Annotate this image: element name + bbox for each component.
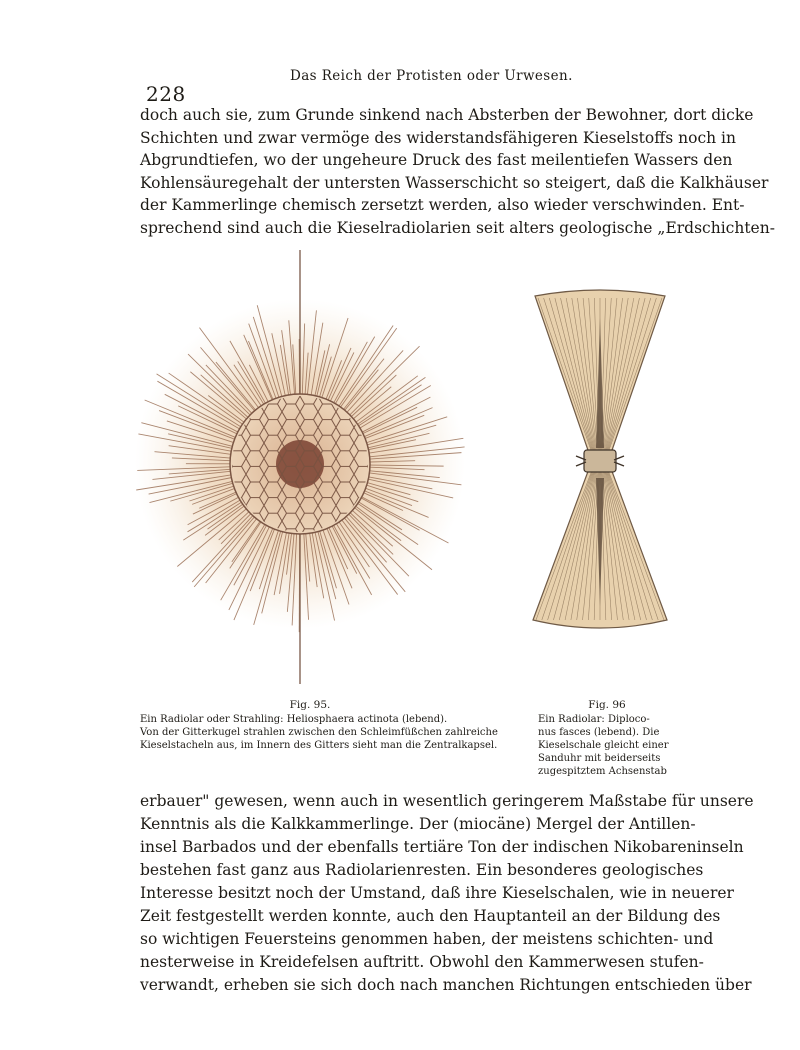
figure-96-caption (538, 699, 676, 778)
text-line: verwandt, erheben sie sich doch nach manchen Richtungen entschieden über (140, 976, 752, 994)
text-line: nesterweise in Kreidefelsen auftritt. Obwohl den Kammerwesen stufen- (140, 953, 704, 971)
caption-line: Ein Radiolar oder Strahling: Heliosphaera actinota (lebend). (140, 714, 448, 725)
caption-line: nus fasces (lebend). Die (538, 727, 660, 738)
radiolarian-sphere-illustration (138, 248, 478, 688)
caption-line: zugespitztem Achsenstab (538, 766, 667, 777)
caption-line: Kieselschale gleicht einer (538, 740, 669, 751)
text-line: bestehen fast ganz aus Radiolarienresten. Ein besonderes geologisches (140, 861, 704, 879)
text-line: Abgrundtiefen, wo der ungeheure Druck des fast meilentiefen Wassers den (140, 151, 733, 169)
radiolarian-hourglass-illustration (530, 288, 670, 633)
text-line: Kohlensäuregehalt der untersten Wasserschicht so steigert, daß die Kalkhäuser (140, 173, 769, 192)
text-line: sprechend sind auch die Kieselradiolarien seit alters geologische „Erdschichten- (140, 218, 775, 237)
running-head: Das Reich der Protisten oder Urwesen. (290, 68, 573, 84)
caption-line: Von der Gitterkugel strahlen zwischen den Schleimfüßchen zahlreiche (140, 727, 498, 738)
text-line: der Kammerlinge chemisch zersetzt werden, also wieder verschwinden. Ent- (140, 196, 745, 214)
text-line: doch auch sie, zum Grunde sinkend nach Absterben der Bewohner, dort dicke (140, 106, 754, 124)
text-line: so wichtigen Feuersteins genommen haben, der meistens schichten- und (140, 930, 714, 948)
figure-95-caption (140, 699, 498, 752)
page-number: 228 (146, 82, 186, 106)
body-text-top (140, 104, 775, 239)
caption-line: Kieselstacheln aus, im Innern des Gitters sieht man die Zentralkapsel. (140, 740, 498, 751)
figure-label: Fig. 95. (289, 699, 331, 711)
body-text-bottom (140, 790, 754, 997)
caption-line: Sanduhr mit beiderseits (538, 753, 661, 764)
text-line: Kenntnis als die Kalkkammerlinge. Der (miocäne) Mergel der Antillen- (140, 815, 696, 833)
figure-label: Fig. 96 (588, 699, 626, 711)
text-line: insel Barbados und der ebenfalls tertiäre Ton der indischen Nikobareninseln (140, 838, 744, 856)
caption-line: Ein Radiolar: Diploco- (538, 714, 650, 725)
text-line: erbauer" gewesen, wenn auch in wesentlich geringerem Maßstabe für unsere (140, 792, 754, 810)
text-line: Interesse besitzt noch der Umstand, daß ihre Kieselschalen, wie in neuerer (140, 884, 734, 902)
text-line: Zeit festgestellt werden konnte, auch den Hauptanteil an der Bildung des (140, 907, 721, 925)
text-line: Schichten und zwar vermöge des widerstandsfähigeren Kieselstoffs noch in (140, 128, 736, 147)
